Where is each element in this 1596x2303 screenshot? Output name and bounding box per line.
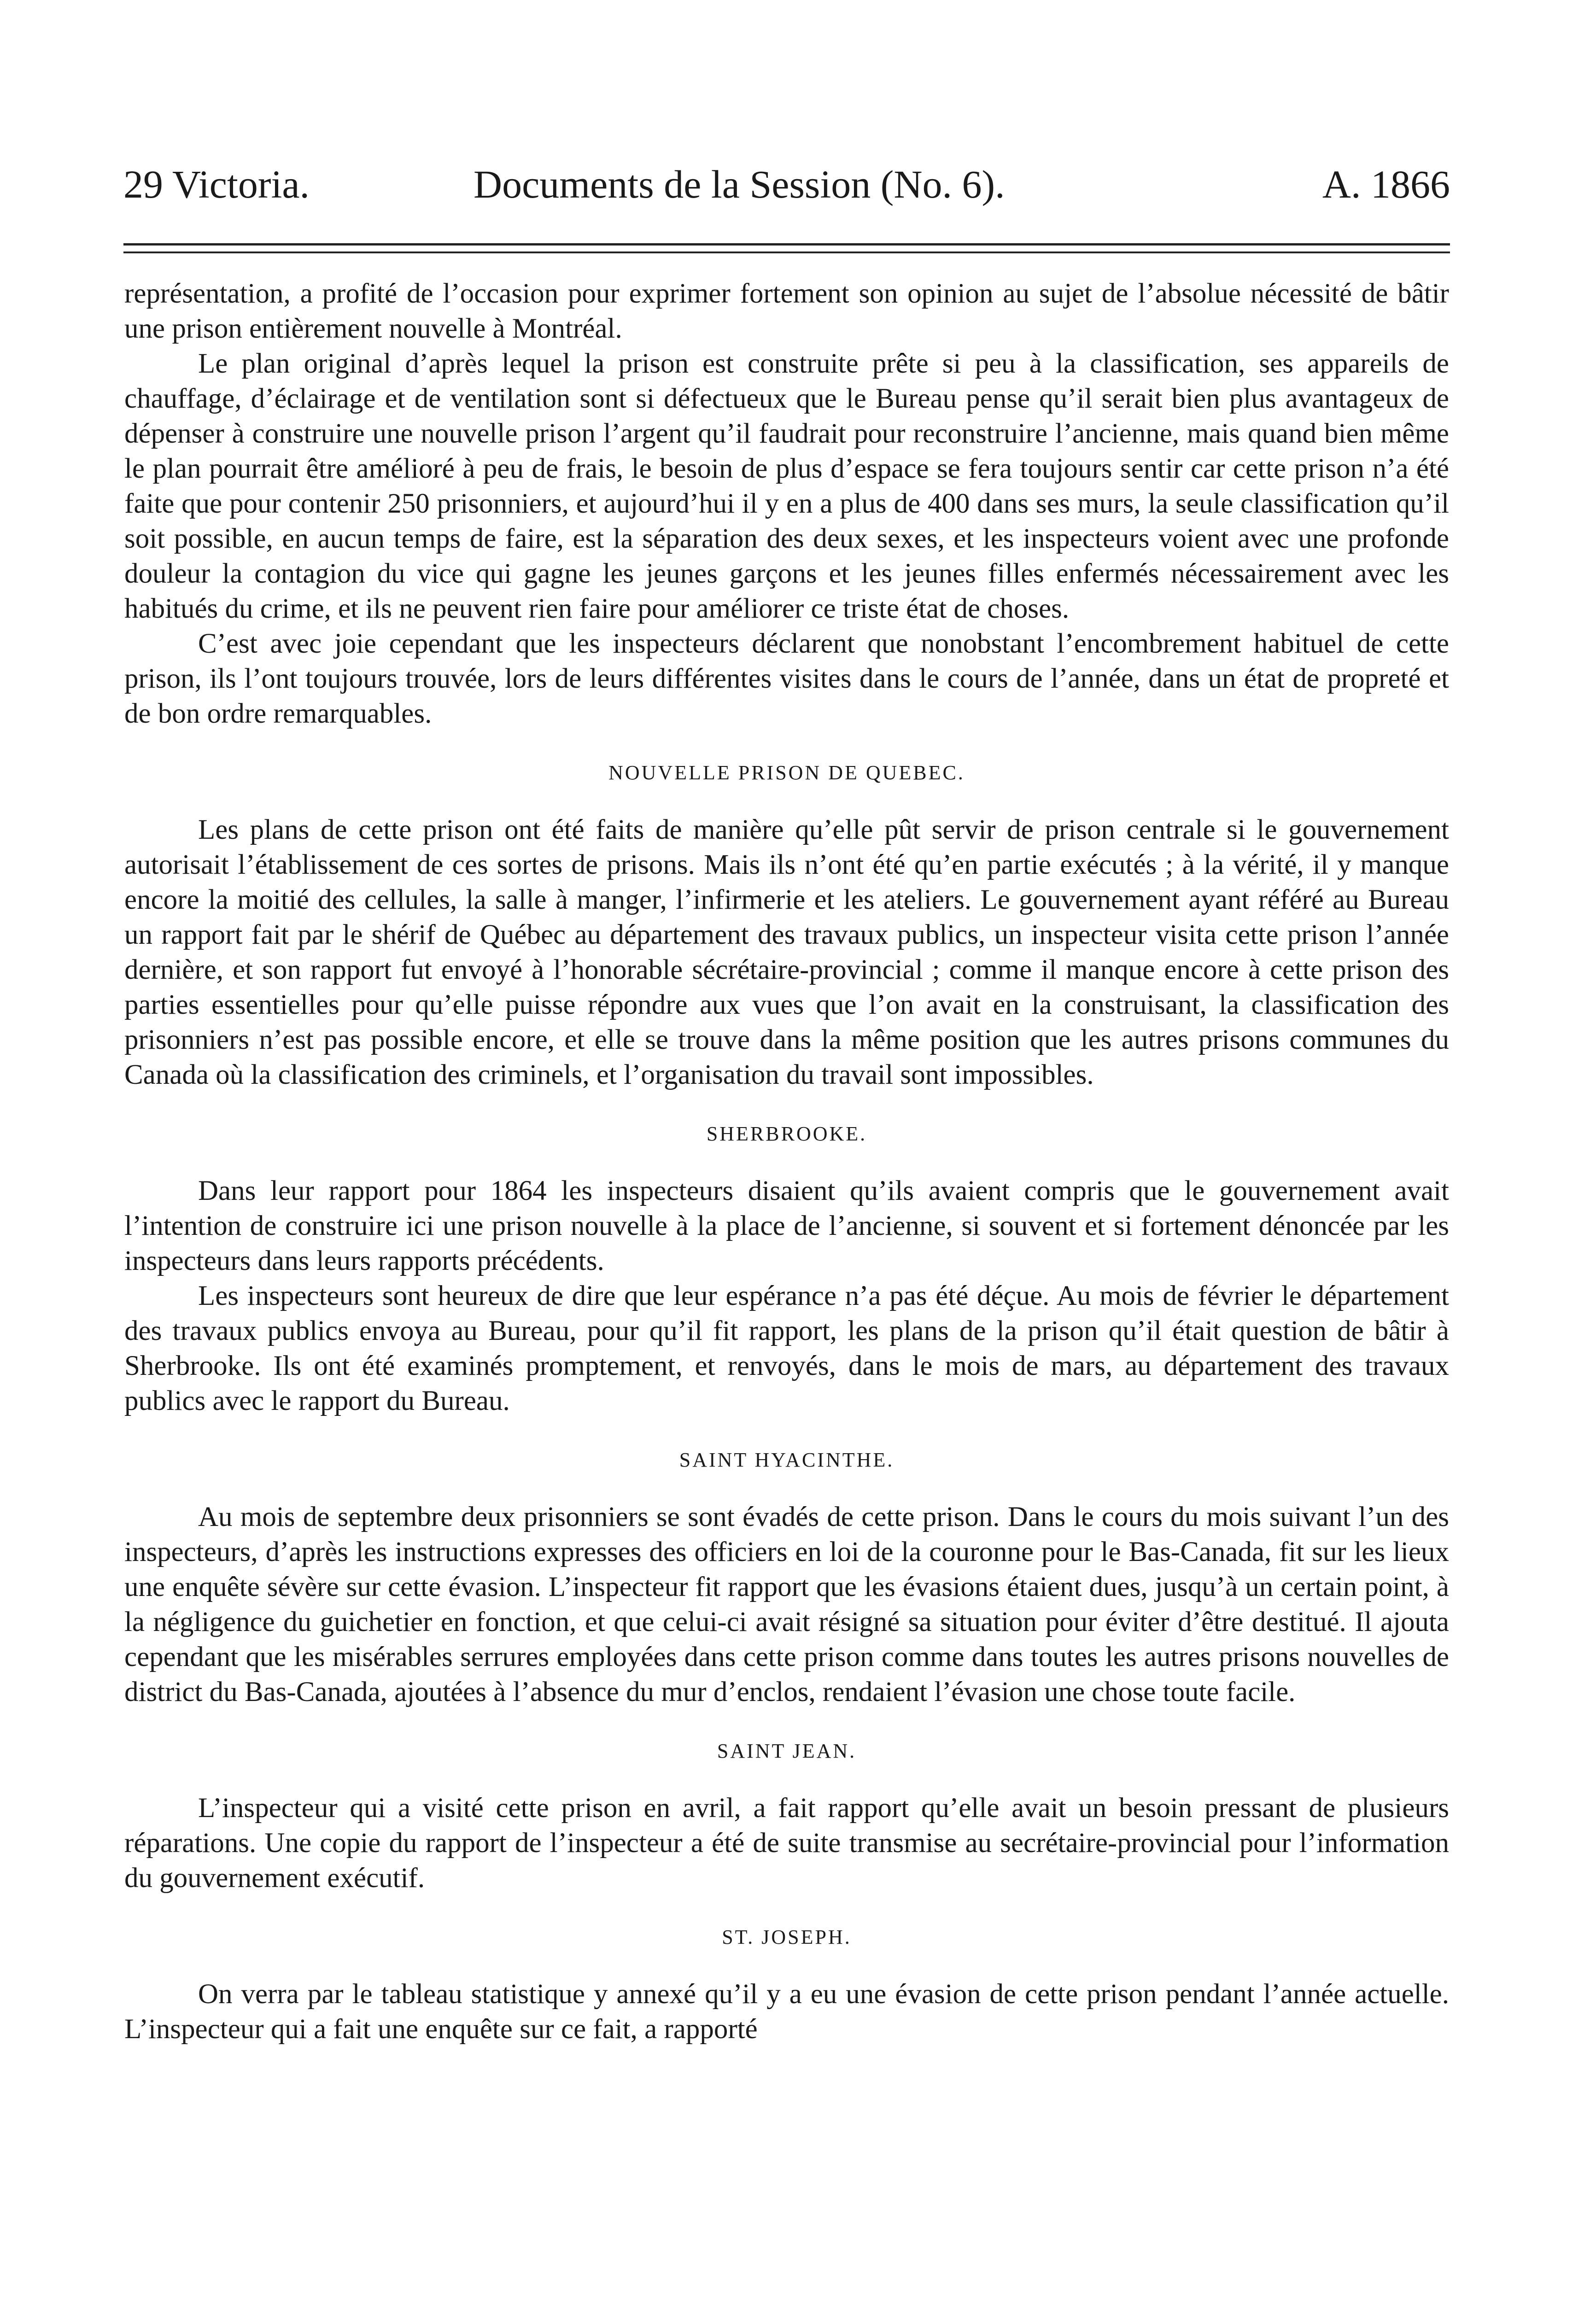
header-rule-bottom [123,251,1450,253]
paragraph: Les plans de cette prison ont été faits de manière qu’elle pût servir de prison centrale si le gouvernement autorisait l’établissement de ces sortes de prisons. Mais ils n’ont été qu’en partie exécutés ; à la vérité, il y manque encore la moitié des cellules, la salle à manger, l’infirmerie et les ateliers. Le gouvernement ayant référé au Bureau un rapport fait par le shérif de Québec au département des travaux publics, un inspecteur visita cette prison l’année dernière, et son rapport fut envoyé à l’honorable sécrétaire-provincial ; comme il manque encore à cette prison des parties essentielles pour qu’elle puisse répondre aux vues que l’on avait en la construisant, la classification des prisonniers n’est pas possible encore, et elle se trouve dans la même position que les autres prisons communes du Canada où la classification des criminels, et l’organisation du travail sont impossibles. [124,814,1449,1090]
section-heading-sherbrooke: SHERBROOKE. [706,1122,867,1145]
section-heading-saint-hyacinthe: SAINT HYACINTHE. [679,1449,894,1471]
paragraph: représentation, a profité de l’occasion pour exprimer fortement son opinion au sujet de l’absolue nécessité de bâtir une prison entièrement nouvelle à Montréal. [124,278,1449,344]
header-year: A. 1866 [1322,162,1450,206]
paragraph: L’inspecteur qui a visité cette prison en avril, a fait rapport qu’elle avait un besoin pressant de plusieurs réparations. Une copie du rapport de l’inspecteur a été de suite transmise au secrétaire-provincial pour l’information du gouvernement exécutif. [124,1793,1449,1894]
section-heading-quebec: NOUVELLE PRISON DE QUEBEC. [608,761,965,784]
paragraph: Au mois de septembre deux prisonniers se sont évadés de cette prison. Dans le cours du mois suivant l’un des inspecteurs, d’après les instructions expresses des officiers en loi de la couronne pour le Bas-Canada, fit sur les lieux une enquête sévère sur cette évasion. L’inspecteur fit rapport que les évasions étaient dues, jusqu’à un certain point, à la négligence du guichetier en fonction, et que celui-ci avait résigné sa situation pour éviter d’être destitué. Il ajouta cependant que les misérables serrures employées dans cette prison comme dans toutes les autres prisons nouvelles de district du Bas-Canada, ajoutées à l’absence du mur d’enclos, rendaient l’évasion une chose toute facile. [124,1502,1449,1707]
header-volume: 29 Victoria. [123,162,310,206]
paragraph: Le plan original d’après lequel la prison est construite prête si peu à la classification, ses appareils de chauffage, d’éclairage et de ventilation sont si défectueux que le Bureau pense qu’il serait bien plus avantageux de dépenser à construire une nouvelle prison l’argent qu’il faudrait pour reconstruire l’ancienne, mais quand bien même le plan pourrait être amélioré à peu de frais, le besoin de plus d’espace se fera toujours sentir car cette prison n’a été faite que pour contenir 250 prisonniers, et aujourd’hui il y en a plus de 400 dans ses murs, la seule classification qu’il soit possible, en aucun temps de faire, est la séparation des deux sexes, et les inspecteurs voient avec une profonde douleur la contagion du vice qui gagne les jeunes garçons et les jeunes filles enfermés nécessairement avec les habitués du crime, et ils ne peuvent rien faire pour améliorer ce triste état de choses. [124,348,1449,624]
header-rule-top [123,243,1450,245]
running-header [123,161,1450,212]
section-heading-saint-jean: SAINT JEAN. [717,1740,857,1762]
paragraph: C’est avec joie cependant que les inspecteurs déclarent que nonobstant l’encombrement habituel de cette prison, ils l’ont toujours trouvée, lors de leurs différentes visites dans le cours de l’année, dans un état de propreté et de bon ordre remarquables. [124,628,1449,729]
header-title: Documents de la Session (No. 6). [474,162,1005,206]
section-heading-st-joseph: ST. JOSEPH. [722,1926,852,1948]
paragraph: Dans leur rapport pour 1864 les inspecteurs disaient qu’ils avaient compris que le gouvernement avait l’intention de construire ici une prison nouvelle à la place de l’ancienne, si souvent et si fortement dénoncée par les inspecteurs dans leurs rapports précédents. [124,1175,1449,1276]
paragraph: On verra par le tableau statistique y annexé qu’il y a eu une évasion de cette prison pendant l’année actuelle. L’inspecteur qui a fait une enquête sur ce fait, a rapporté [124,1979,1449,2045]
document-body [124,276,1449,2047]
paragraph: Les inspecteurs sont heureux de dire que leur espérance n’a pas été déçue. Au mois de février le département des travaux publics envoya au Bureau, pour qu’il fit rapport, les plans de la prison qu’il était question de bâtir à Sherbrooke. Ils ont été examinés promptement, et renvoyés, dans le mois de mars, au département des travaux publics avec le rapport du Bureau. [124,1280,1449,1416]
